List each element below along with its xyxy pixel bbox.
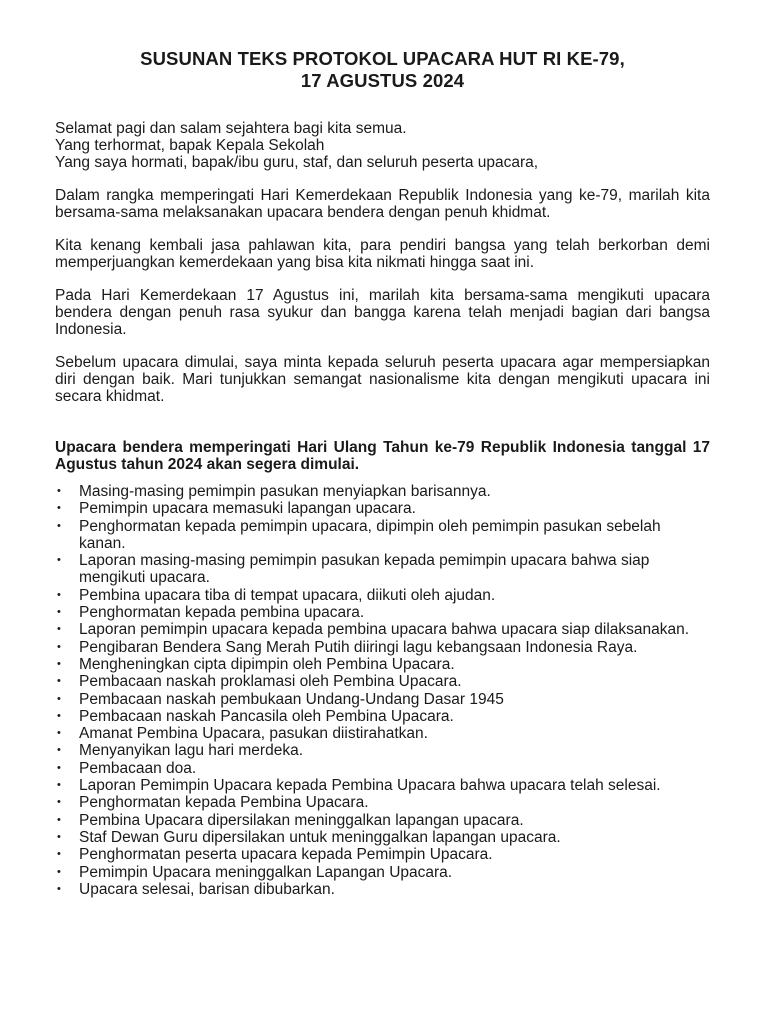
paragraph: Dalam rangka memperingati Hari Kemerdekaan Republik Indonesia yang ke-79, marilah kita bersama-sama melaksanakan upacara bendera dengan penuh khidmat. <box>55 187 710 221</box>
bullet-icon: • <box>57 882 61 895</box>
paragraph: Kita kenang kembali jasa pahlawan kita, para pendiri bangsa yang telah berkorban demi memperjuangkan kemerdekaan yang bisa kita nikmati hingga saat ini. <box>55 237 710 271</box>
bullet-icon: • <box>57 830 61 843</box>
bullet-icon: • <box>57 502 61 515</box>
list-item <box>55 794 710 811</box>
list-item-text: Pemimpin Upacara meninggalkan Lapangan Upacara. <box>79 863 453 881</box>
list-item-text: Pembina Upacara dipersilakan meninggalkan lapangan upacara. <box>79 811 524 829</box>
bullet-icon: • <box>57 813 61 826</box>
list-item-text: Pembacaan naskah Pancasila oleh Pembina Upacara. <box>79 707 454 725</box>
list-item-text: Penghormatan peserta upacara kepada Pemimpin Upacara. <box>79 846 493 864</box>
list-item <box>55 604 710 621</box>
list-item <box>55 673 710 690</box>
list-item <box>55 812 710 829</box>
list-item <box>55 742 710 759</box>
list-item-text: Penghormatan kepada Pembina Upacara. <box>79 794 369 812</box>
bullet-icon: • <box>57 692 61 705</box>
list-item-text: Mengheningkan cipta dipimpin oleh Pembina Upacara. <box>79 655 455 673</box>
list-item-text: Penghormatan kepada pembina upacara. <box>79 604 365 622</box>
list-item <box>55 483 710 500</box>
bullet-icon: • <box>57 675 61 688</box>
list-item <box>55 881 710 898</box>
bullet-icon: • <box>57 865 61 878</box>
list-item <box>55 864 710 881</box>
list-item-text: Staf Dewan Guru dipersilakan untuk meninggalkan lapangan upacara. <box>79 828 561 846</box>
bullet-icon: • <box>57 727 61 740</box>
greeting-line: Yang terhormat, bapak Kepala Sekolah <box>55 137 325 154</box>
ceremony-steps-list <box>55 483 710 898</box>
list-item-text: Masing-masing pemimpin pasukan menyiapkan barisannya. <box>79 483 491 500</box>
list-item <box>55 691 710 708</box>
list-item <box>55 846 710 863</box>
title-line-1: SUSUNAN TEKS PROTOKOL UPACARA HUT RI KE-79, <box>140 48 625 69</box>
list-item <box>55 829 710 846</box>
bullet-icon: • <box>57 640 61 653</box>
bullet-icon: • <box>57 485 61 497</box>
list-item <box>55 500 710 517</box>
list-item <box>55 725 710 742</box>
list-item-text: Pembacaan doa. <box>79 759 197 777</box>
list-item-text: Pembina upacara tiba di tempat upacara, diikuti oleh ajudan. <box>79 586 496 604</box>
list-item-text: Menyanyikan lagu hari merdeka. <box>79 742 304 760</box>
list-item-text: Upacara selesai, barisan dibubarkan. <box>79 880 335 898</box>
list-item <box>55 708 710 725</box>
list-item-text: Laporan pemimpin upacara kepada pembina upacara bahwa upacara siap dilaksanakan. <box>79 621 690 639</box>
bullet-icon: • <box>57 519 61 532</box>
list-item <box>55 639 710 656</box>
list-item-text: Penghormatan kepada pemimpin upacara, dipimpin oleh pemimpin pasukan sebelah kanan. <box>79 517 661 552</box>
bullet-icon: • <box>57 657 61 670</box>
list-item-text: Laporan masing-masing pemimpin pasukan kepada pemimpin upacara bahwa siap mengikuti upacara. <box>79 552 650 587</box>
bullet-icon: • <box>57 709 61 722</box>
greeting-block <box>55 120 710 171</box>
bullet-icon: • <box>57 848 61 861</box>
document-page <box>55 48 710 898</box>
bullet-icon: • <box>57 744 61 757</box>
list-item <box>55 587 710 604</box>
list-item <box>55 621 710 638</box>
bullet-icon: • <box>57 588 61 601</box>
list-item-text: Pembacaan naskah proklamasi oleh Pembina Upacara. <box>79 673 462 691</box>
greeting-line: Selamat pagi dan salam sejahtera bagi kita semua. <box>55 120 407 137</box>
list-item <box>55 777 710 794</box>
list-item <box>55 552 710 587</box>
list-item-text: Pengibaran Bendera Sang Merah Putih diiringi lagu kebangsaan Indonesia Raya. <box>79 638 638 656</box>
list-item-text: Pemimpin upacara memasuki lapangan upacara. <box>79 500 416 518</box>
bullet-icon: • <box>57 606 61 619</box>
list-item <box>55 656 710 673</box>
list-item <box>55 760 710 777</box>
bullet-icon: • <box>57 796 61 809</box>
document-title <box>55 48 710 92</box>
title-line-2: 17 AGUSTUS 2024 <box>300 70 465 91</box>
list-item-text: Amanat Pembina Upacara, pasukan diistirahatkan. <box>79 725 428 743</box>
list-item <box>55 518 710 553</box>
bullet-icon: • <box>57 554 61 567</box>
bullet-icon: • <box>57 623 61 636</box>
paragraph: Pada Hari Kemerdekaan 17 Agustus ini, marilah kita bersama-sama mengikuti upacara bendera dengan penuh rasa syukur dan bangga karena telah menjadi bagian dari bangsa Indonesia. <box>55 287 710 338</box>
bullet-icon: • <box>57 761 61 774</box>
paragraph: Sebelum upacara dimulai, saya minta kepada seluruh peserta upacara agar mempersiapkan diri dengan baik. Mari tunjukkan semangat nasionalisme kita dengan mengikuti upacara ini secara khidmat. <box>55 354 710 405</box>
ceremony-announcement: Upacara bendera memperingati Hari Ulang Tahun ke-79 Republik Indonesia tanggal 17 Agustus tahun 2024 akan segera dimulai. <box>55 439 710 473</box>
greeting-line: Yang saya hormati, bapak/ibu guru, staf, dan seluruh peserta upacara, <box>55 154 539 171</box>
list-item-text: Pembacaan naskah pembukaan Undang-Undang Dasar 1945 <box>79 690 504 708</box>
list-item-text: Laporan Pemimpin Upacara kepada Pembina Upacara bahwa upacara telah selesai. <box>79 777 661 795</box>
bullet-icon: • <box>57 779 61 792</box>
